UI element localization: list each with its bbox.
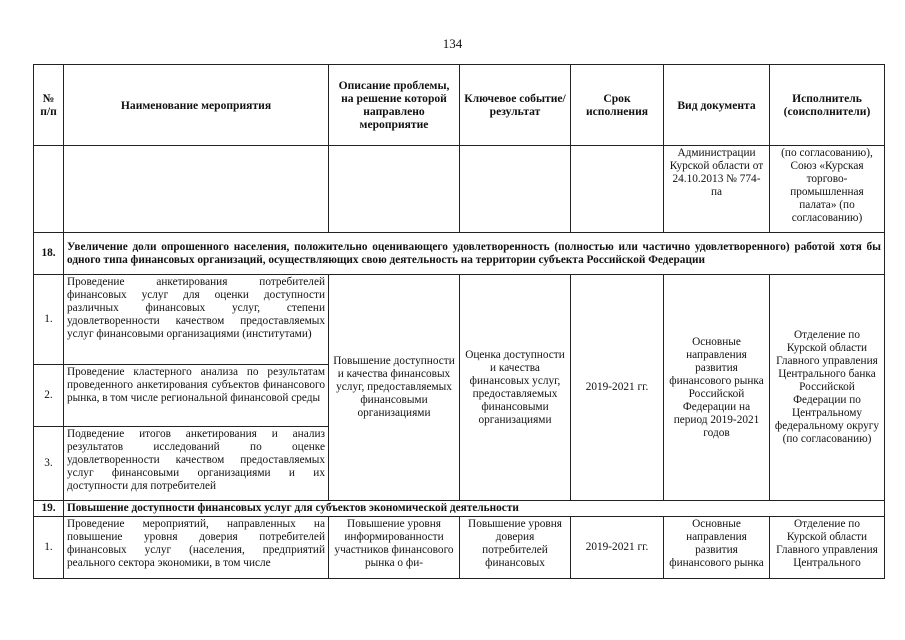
row-num: 2. xyxy=(34,365,64,427)
row-name: Проведение мероприятий, направленных на повышение уровня доверия потребителей финансовых услуг (населения, предприятий реального сектора экономики, в том числе xyxy=(64,517,329,579)
table-row xyxy=(34,517,885,579)
row-name: Проведение анкетирования потребителей финансовых услуг для оценки доступности различных финансовых услуг, степени удовлетворенности качеством предоставляемых услуг финансовыми организациями (институтами) xyxy=(64,275,329,365)
shared-event: Оценка доступности и качества финансовых услуг, предоставляемых финансовыми организациями xyxy=(460,275,571,501)
row-name: Подведение итогов анкетирования и анализ результатов исследований по оценке удовлетворенности качеством предоставляемых услуг финансовыми организациями и их доступности для потребителей xyxy=(64,427,329,501)
header-exec: Исполнитель (соисполнители) xyxy=(770,65,885,146)
shared-term: 2019-2021 гг. xyxy=(571,275,664,501)
shared-problem: Повышение доступности и качества финансовых услуг, предоставляемых финансовыми организациями xyxy=(329,275,460,501)
shared-exec: Отделение по Курской области Главного управления Центрального банка Российской Федерации по Центральному федеральному округу (по согласованию) xyxy=(770,275,885,501)
row-problem: Повышение уровня информированности участников финансового рынка о фи- xyxy=(329,517,460,579)
row-num: 3. xyxy=(34,427,64,501)
header-row xyxy=(34,65,885,146)
header-doc: Вид документа xyxy=(664,65,770,146)
shared-doc: Основные направления развития финансового рынка Российской Федерации на период 2019-2021 годов xyxy=(664,275,770,501)
row-doc: Основные направления развития финансового рынка xyxy=(664,517,770,579)
row-exec: Отделение по Курской области Главного управления Центрального xyxy=(770,517,885,579)
row-event: Повышение уровня доверия потребителей финансовых xyxy=(460,517,571,579)
table-row xyxy=(34,275,885,365)
continuation-row xyxy=(34,146,885,233)
cont-exec: (по согласованию), Союз «Курская торгово-промышленная палата» (по согласованию) xyxy=(770,146,885,233)
section-19-title: Повышение доступности финансовых услуг для субъектов экономической деятельности xyxy=(64,501,885,517)
header-event: Ключевое событие/ результат xyxy=(460,65,571,146)
header-name: Наименование мероприятия xyxy=(64,65,329,146)
row-name: Проведение кластерного анализа по результатам проведенного анкетирования субъектов финансового рынка, в том числе региональной финансовой среды xyxy=(64,365,329,427)
row-num: 1. xyxy=(34,517,64,579)
measures-table xyxy=(33,64,885,579)
page-number: 134 xyxy=(442,36,463,51)
section-18-num: 18. xyxy=(34,233,64,275)
section-18-row xyxy=(34,233,885,275)
row-num: 1. xyxy=(34,275,64,365)
cont-doc: Администрации Курской области от 24.10.2013 № 774-па xyxy=(664,146,770,233)
section-18-title: Увеличение доли опрошенного населения, положительно оценивающего удовлетворенность (полностью или частично удовлетворенного) работой хотя бы одного типа финансовых организаций, осуществляющих свою деятельность на территории субъекта Российской Федерации xyxy=(64,233,885,275)
header-term: Срок исполнения xyxy=(571,65,664,146)
row-term: 2019-2021 гг. xyxy=(571,517,664,579)
header-num: № п/п xyxy=(34,65,64,146)
section-19-row xyxy=(34,501,885,517)
section-19-num: 19. xyxy=(34,501,64,517)
header-problem: Описание проблемы, на решение которой направлено мероприятие xyxy=(329,65,460,146)
